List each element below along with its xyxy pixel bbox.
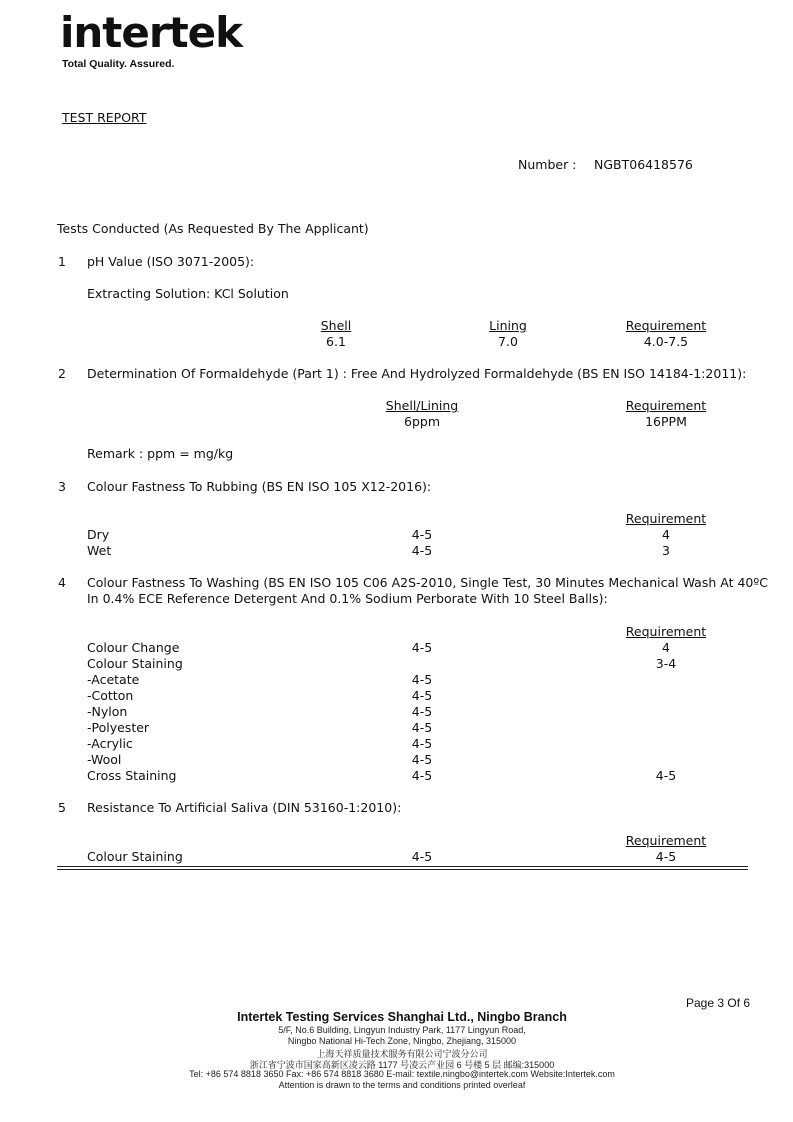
row-value: 4-5 bbox=[411, 688, 433, 703]
result-shell: 6.1 bbox=[326, 334, 346, 349]
section-number: 4 bbox=[58, 575, 66, 590]
section-title: Determination Of Formaldehyde (Part 1) : Free And Hydrolyzed Formaldehyde (BS EN ISO 14184-1:2011): bbox=[87, 366, 747, 381]
column-header-requirement: Requirement bbox=[625, 624, 707, 639]
column-header-lining: Lining bbox=[489, 318, 527, 333]
column-header-requirement: Requirement bbox=[625, 398, 707, 413]
row-label: Cross Staining bbox=[87, 768, 177, 783]
section-title-line1: Colour Fastness To Washing (BS EN ISO 105 C06 A2S-2010, Single Test, 30 Minutes Mechanical Wash At 40ºC bbox=[87, 575, 768, 590]
footer-company: Intertek Testing Services Shanghai Ltd., Ningbo Branch bbox=[237, 1010, 567, 1024]
row-label: -Polyester bbox=[87, 720, 150, 735]
row-label: -Acetate bbox=[87, 672, 140, 687]
row-value: 4-5 bbox=[411, 704, 433, 719]
remark: Remark : ppm = mg/kg bbox=[87, 446, 234, 461]
report-number-value: NGBT06418576 bbox=[594, 157, 693, 172]
report-number-label: Number : bbox=[518, 157, 577, 172]
column-header-requirement: Requirement bbox=[625, 833, 707, 848]
section-number: 1 bbox=[58, 254, 66, 269]
row-label: Wet bbox=[87, 543, 112, 558]
section-title: pH Value (ISO 3071-2005): bbox=[87, 254, 255, 269]
row-label: -Nylon bbox=[87, 704, 128, 719]
row-requirement: 3-4 bbox=[655, 656, 677, 671]
row-label: -Cotton bbox=[87, 688, 134, 703]
result-shell-lining: 6ppm bbox=[404, 414, 440, 429]
row-value: 4-5 bbox=[411, 527, 433, 542]
row-value: 4-5 bbox=[411, 543, 433, 558]
row-requirement: 4 bbox=[662, 527, 670, 542]
row-value: 4-5 bbox=[411, 768, 433, 783]
row-label: -Acrylic bbox=[87, 736, 133, 751]
column-header-requirement: Requirement bbox=[625, 511, 707, 526]
row-requirement: 3 bbox=[662, 543, 670, 558]
column-header-shell: Shell bbox=[320, 318, 352, 333]
row-requirement: 4-5 bbox=[655, 849, 677, 864]
section-number: 3 bbox=[58, 479, 66, 494]
section-title: Resistance To Artificial Saliva (DIN 53160-1:2010): bbox=[87, 800, 402, 815]
report-title: TEST REPORT bbox=[62, 110, 147, 125]
row-label: Dry bbox=[87, 527, 110, 542]
row-label: Colour Staining bbox=[87, 849, 183, 864]
footer-chinese-name: 上海天祥质量技术服务有限公司宁波分公司 bbox=[316, 1049, 488, 1059]
section-title-line2: In 0.4% ECE Reference Detergent And 0.1% Sodium Perborate With 10 Steel Balls): bbox=[87, 591, 608, 606]
result-lining: 7.0 bbox=[498, 334, 518, 349]
row-label: Colour Staining bbox=[87, 656, 183, 671]
footer-chinese-address: 浙江省宁波市国家高新区凌云路 1177 号凌云产业园 6 号楼 5 层 邮编:315000 bbox=[249, 1060, 555, 1070]
result-requirement: 4.0-7.5 bbox=[643, 334, 689, 349]
section-subtitle: Extracting Solution: KCl Solution bbox=[87, 286, 289, 301]
divider-line bbox=[57, 866, 748, 867]
company-logo: intertek bbox=[60, 8, 243, 57]
footer-contact: Tel: +86 574 8818 3650 Fax: +86 574 8818 3680 E-mail: textile.ningbo@intertek.com Website:Intertek.com bbox=[189, 1069, 615, 1079]
company-tagline: Total Quality. Assured. bbox=[62, 58, 175, 70]
page-number: Page 3 Of 6 bbox=[686, 996, 751, 1010]
column-header-shell-lining: Shell/Lining bbox=[385, 398, 459, 413]
row-value: 4-5 bbox=[411, 720, 433, 735]
row-requirement: 4-5 bbox=[655, 768, 677, 783]
section-number: 5 bbox=[58, 800, 66, 815]
row-value: 4-5 bbox=[411, 640, 433, 655]
row-value: 4-5 bbox=[411, 672, 433, 687]
footer-address-2: Ningbo National Hi-Tech Zone, Ningbo, Zhejiang, 315000 bbox=[287, 1036, 517, 1046]
row-label: -Wool bbox=[87, 752, 122, 767]
tests-intro: Tests Conducted (As Requested By The Applicant) bbox=[57, 221, 369, 236]
row-label: Colour Change bbox=[87, 640, 180, 655]
footer-notice: Attention is drawn to the terms and conditions printed overleaf bbox=[278, 1080, 526, 1090]
result-requirement: 16PPM bbox=[645, 414, 687, 429]
row-value: 4-5 bbox=[411, 849, 433, 864]
row-requirement: 4 bbox=[662, 640, 670, 655]
footer-address-1: 5/F, No.6 Building, Lingyun Industry Park, 1177 Lingyun Road, bbox=[278, 1025, 526, 1035]
divider-line bbox=[57, 869, 748, 870]
column-header-requirement: Requirement bbox=[625, 318, 707, 333]
row-value: 4-5 bbox=[411, 736, 433, 751]
row-value: 4-5 bbox=[411, 752, 433, 767]
section-title: Colour Fastness To Rubbing (BS EN ISO 105 X12-2016): bbox=[87, 479, 432, 494]
section-number: 2 bbox=[58, 366, 66, 381]
